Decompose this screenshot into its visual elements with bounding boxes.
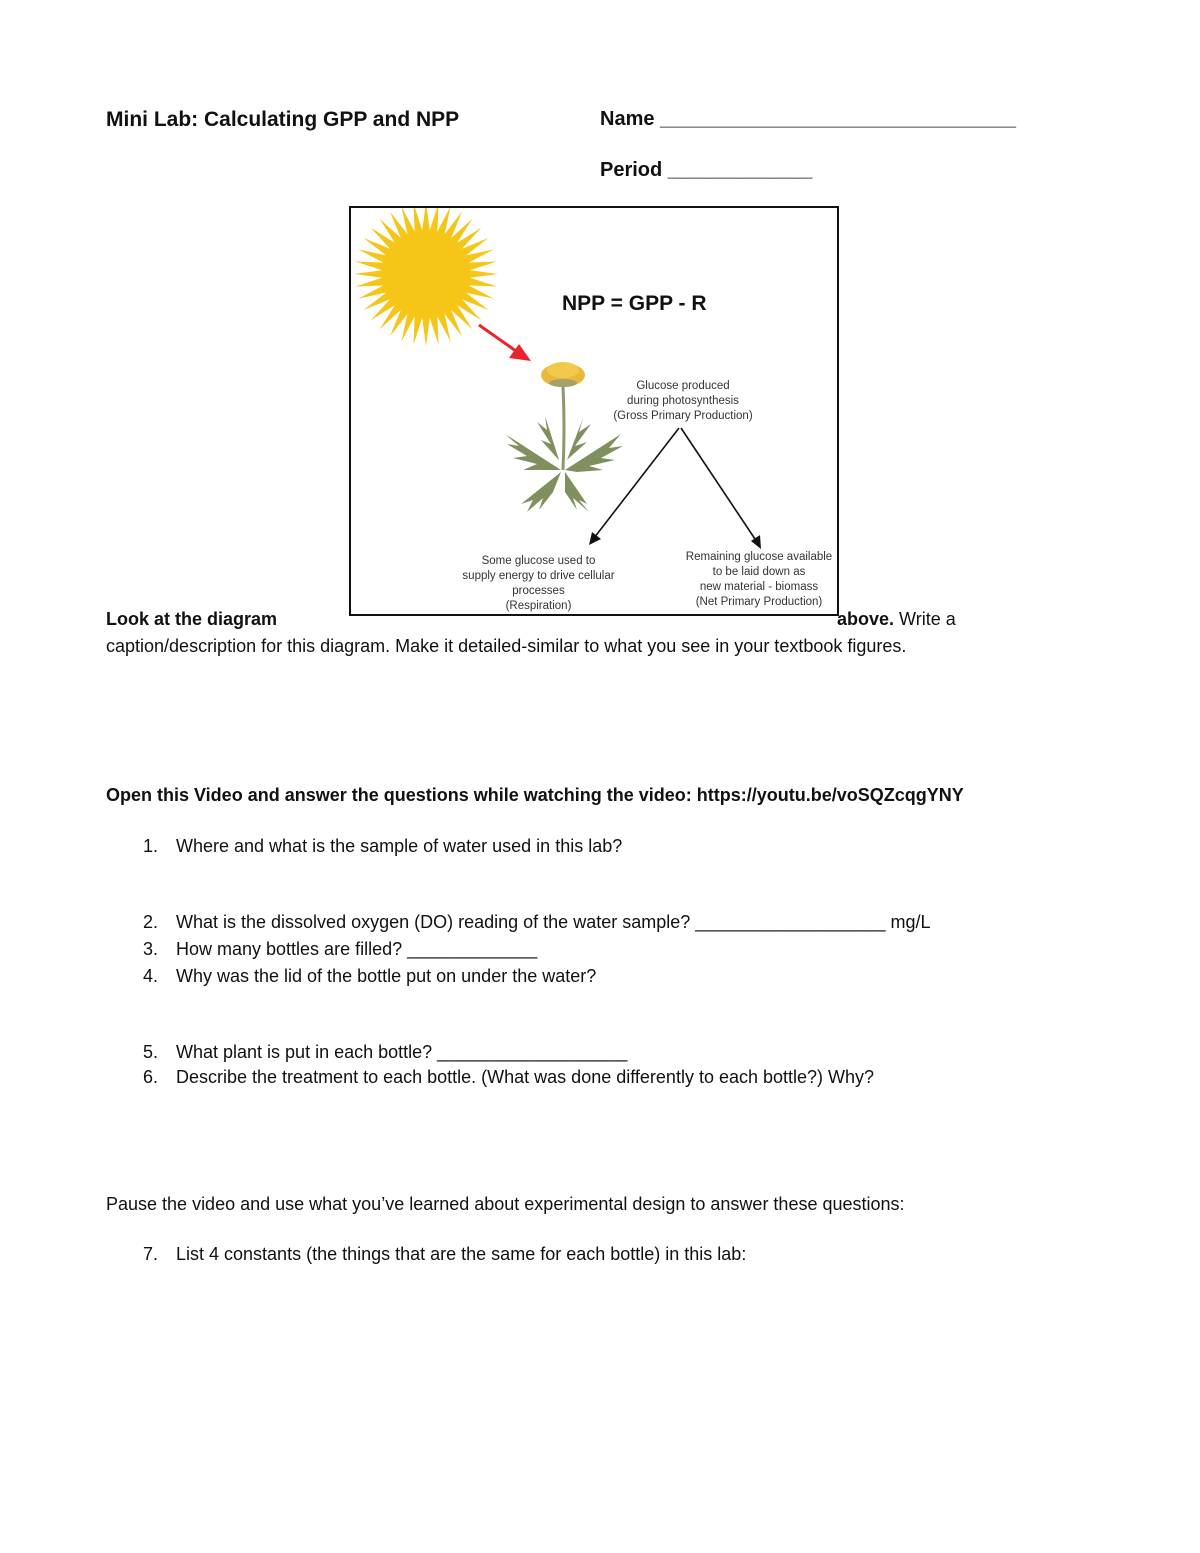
sun-disc (382, 230, 470, 318)
sunlight-arrow-shaft (479, 325, 516, 351)
question-item: 5. What plant is put in each bottle? ___________________ (142, 1042, 628, 1062)
sunlight-arrow-head (509, 344, 531, 361)
question-item: 1. Where and what is the sample of water used in this lab? (142, 836, 623, 856)
npp-gpp-diagram (349, 206, 839, 616)
npp-arrow (681, 428, 757, 542)
respiration-label: Some glucose used to supply energy to drive cellular processes (Respiration) (462, 555, 615, 612)
npp-arrow-head (751, 535, 761, 549)
question-item: 4. Why was the lid of the bottle put on under the water? (142, 966, 597, 986)
period-field[interactable]: Period _____________ (600, 159, 813, 181)
question-item: 2. What is the dissolved oxygen (DO) reading of the water sample? ___________________ mg/L (142, 912, 931, 932)
flower-icon (541, 362, 585, 387)
video-instruction: Open this Video and answer the questions while watching the video: https://youtu.be/voSQZcqgYNY (106, 785, 964, 805)
page-title: Mini Lab: Calculating GPP and NPP (106, 108, 460, 131)
question-item: 3. How many bottles are filled? _____________ (142, 939, 538, 959)
above-text: above. Write a (837, 609, 956, 629)
stem (563, 386, 564, 470)
npp-equation: NPP = GPP - R (562, 292, 707, 315)
caption-instruction: caption/description for this diagram. Make it detailed-similar to what you see in your textbook figures. (106, 636, 907, 656)
gpp-label: Glucose produced during photosynthesis (Gross Primary Production) (613, 380, 753, 422)
question-item: 7. List 4 constants (the things that are the same for each bottle) in this lab: (142, 1244, 747, 1264)
respiration-arrow-head (589, 532, 601, 545)
npp-label: Remaining glucose available to be laid down as new material - biomass (Net Primary Production) (685, 551, 833, 608)
name-field[interactable]: Name ________________________________ (600, 108, 1016, 130)
question-item: 6. Describe the treatment to each bottle. (What was done differently to each bottle?) Why? (142, 1067, 875, 1087)
look-at-diagram-text: Look at the diagram (106, 609, 278, 629)
pause-instruction: Pause the video and use what you’ve learned about experimental design to answer these questions: (106, 1194, 905, 1214)
